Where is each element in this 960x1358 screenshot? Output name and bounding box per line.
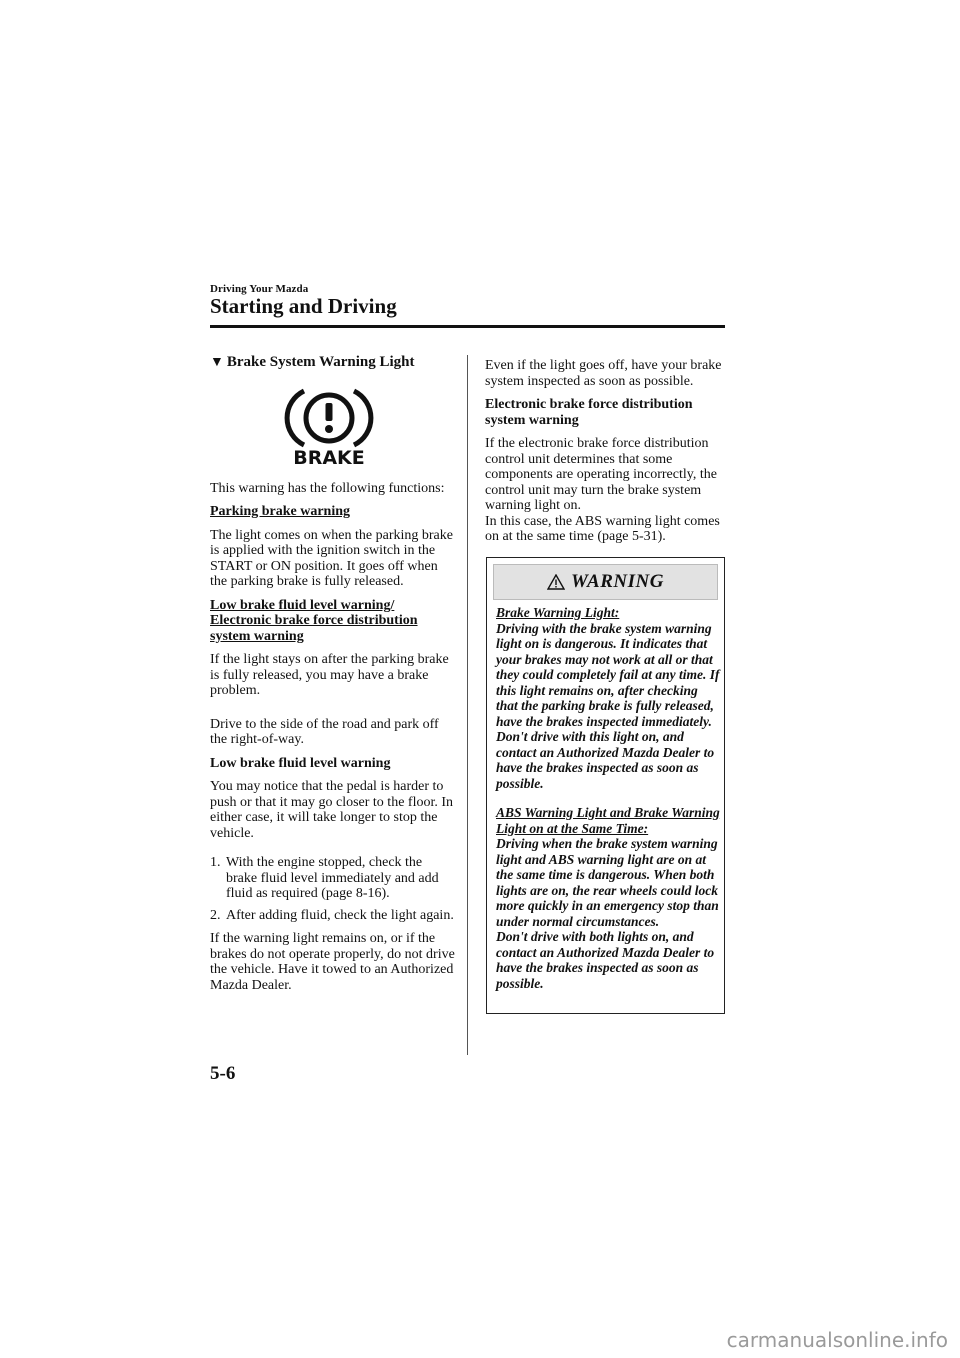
brake-icon-label: BRAKE — [293, 446, 365, 465]
triangle-marker-icon: ▼ — [210, 355, 224, 370]
warning-header — [493, 564, 718, 600]
warning-triangle-icon — [547, 574, 565, 590]
intro-text: This warning has the following functions: — [210, 480, 445, 496]
header-divider — [210, 325, 725, 328]
step-number: 1. — [210, 855, 221, 870]
list-item — [210, 908, 455, 924]
list-item — [210, 855, 455, 902]
column-divider — [467, 355, 468, 1055]
section-heading — [210, 355, 455, 371]
ebd-text-abs: In this case, the ABS warning light comes on at the same time (page 5-31). — [485, 513, 720, 544]
warning-subheading-brake: Brake Warning Light: — [496, 605, 620, 620]
warning-text-brake: Driving with the brake system warning light on is dangerous. It indicates that your brakes may not work at all or that they could completely fail at any time. If this light remains on, after checking that the parking brake is fully released, have the brakes inspected immediately. Don't drive with this light on, and contact an Authorized Mazda Dealer to have the brakes inspected as soon as possible. — [496, 620, 720, 791]
section-label: Driving Your Mazda — [210, 283, 309, 295]
warning-subheading-abs: ABS Warning Light and Brake Warning Light on at the Same Time: — [496, 805, 720, 836]
warning-text-abs-dealer: Don't drive with both lights on, and contact an Authorized Mazda Dealer to have the brakes inspected as soon as possible. — [496, 929, 715, 991]
low-fluid-heading-line2: Electronic brake force distribution — [210, 613, 418, 628]
watermark: carmanualsonline.info — [726, 1328, 948, 1352]
low-fluid-heading-line1: Low brake fluid level warning/ — [210, 597, 395, 613]
brake-warning-icon — [284, 385, 374, 465]
remains-on-text: If the warning light remains on, or if the brakes do not operate properly, do not drive the vehicle. Have it towed to an Authorized Mazda Dealer. — [210, 931, 455, 993]
parking-brake-text: The light comes on when the parking brake is applied with the ignition switch in the START or ON position. It goes off when the parking brake is fully released. — [210, 527, 453, 589]
left-column — [210, 355, 455, 1001]
stays-on-text: If the light stays on after the parking brake is fully released, you may have a brake problem. — [210, 652, 449, 698]
page-title: Starting and Driving — [210, 294, 397, 318]
pedal-text: You may notice that the pedal is harder to push or that it may go closer to the floor. In either case, it will take longer to stop the vehicle. — [210, 779, 454, 841]
page-number: 5-6 — [210, 1063, 236, 1084]
section-heading-text: Brake System Warning Light — [226, 354, 415, 370]
spacer — [210, 707, 455, 717]
warning-text-abs: Driving when the brake system warning light and ABS warning light are on at the same time is dangerous. When both lights are on, the rear wheels could lock more quickly in an emergency stop than under normal circumstances. — [496, 836, 719, 929]
right-column — [485, 358, 725, 553]
step-number: 2. — [210, 907, 221, 923]
ebd-heading: Electronic brake force distribution system warning — [485, 397, 693, 428]
steps-list — [210, 855, 455, 923]
step-text: After adding fluid, check the light again. — [226, 907, 454, 923]
warning-title: WARNING — [571, 571, 664, 592]
ebd-text: If the electronic brake force distribution control unit determines that some components are operating incorrectly, the control unit may turn the brake system warning light on. — [485, 436, 717, 513]
drive-side-text: Drive to the side of the road and park off the right-of-way. — [210, 716, 439, 747]
low-fluid-heading-line3: system warning — [210, 628, 304, 644]
parking-brake-heading: Parking brake warning — [210, 504, 351, 519]
low-fluid-subheading: Low brake fluid level warning — [210, 755, 391, 771]
step-text: With the engine stopped, check the brake fluid level immediately and add fluid as required (page 8-16). — [226, 855, 439, 901]
low-fluid-heading — [210, 598, 455, 645]
warning-body — [496, 605, 721, 991]
inspect-text: Even if the light goes off, have your brake system inspected as soon as possible. — [485, 358, 722, 389]
spacer — [496, 791, 721, 805]
warning-box — [486, 557, 725, 1014]
